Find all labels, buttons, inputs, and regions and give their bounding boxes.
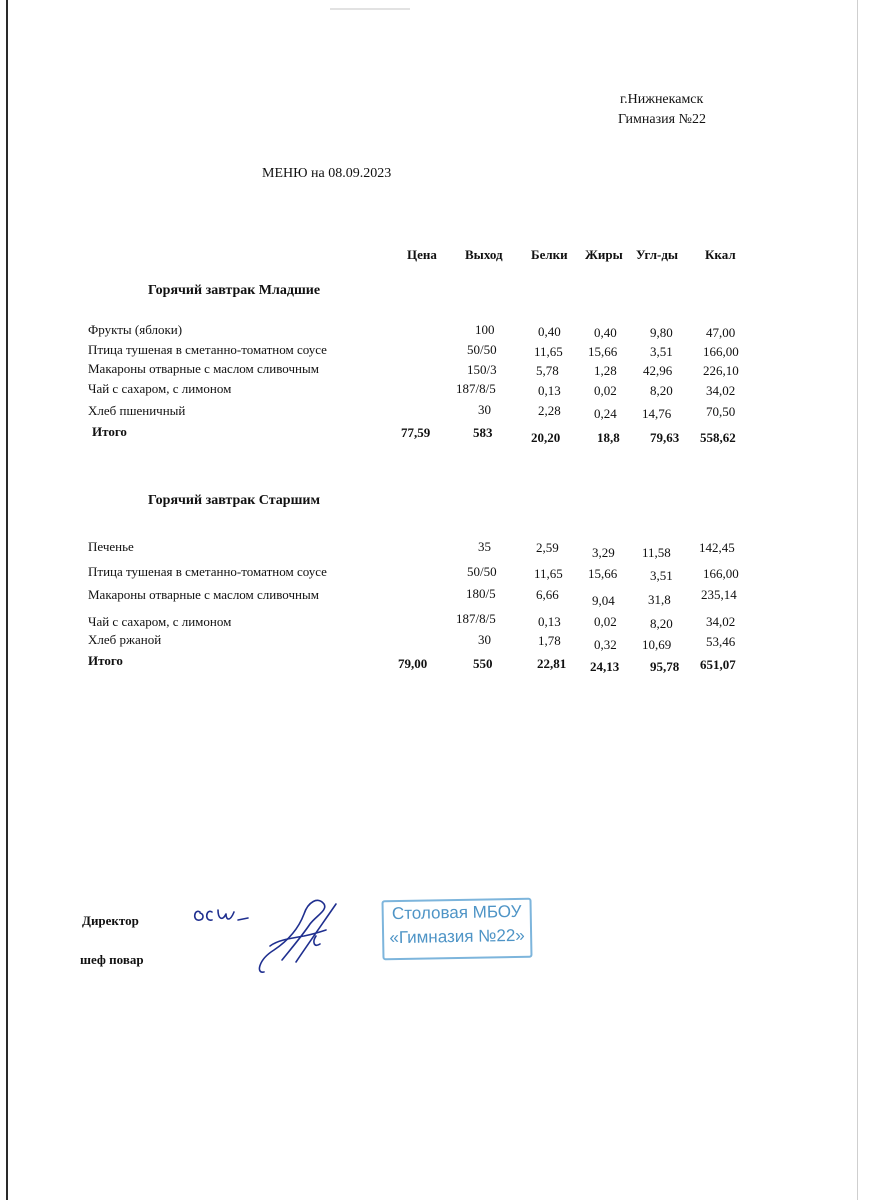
menu-item-kcal: 142,45 [699, 540, 735, 555]
menu-item-carbs: 8,20 [650, 383, 673, 398]
menu-item-fat: 0,02 [594, 383, 617, 398]
handwritten-signature [186, 890, 386, 980]
menu-item-carbs: 42,96 [643, 363, 673, 378]
menu-item-name: Чай с сахаром, с лимоном [88, 614, 232, 629]
menu-item-protein: 11,65 [534, 344, 563, 359]
school-name: Гимназия №22 [618, 112, 706, 127]
menu-item-yield: 187/8/5 [456, 381, 496, 396]
menu-item-fat: 0,02 [594, 614, 617, 629]
menu-item-yield: 187/8/5 [456, 611, 496, 626]
menu-item-carbs: 3,51 [650, 344, 673, 359]
menu-item-protein: 2,28 [538, 403, 561, 418]
scan-left-edge [6, 0, 8, 1200]
total-kcal: 558,62 [700, 430, 736, 445]
menu-item-yield: 30 [478, 402, 491, 417]
menu-item-name: Макароны отварные с маслом сливочным [88, 587, 319, 602]
menu-item-fat: 3,29 [592, 545, 615, 560]
total-fat: 24,13 [590, 659, 620, 674]
menu-item-protein: 5,78 [536, 363, 559, 378]
menu-item-kcal: 34,02 [706, 614, 736, 629]
menu-item-carbs: 8,20 [650, 616, 673, 631]
menu-item-protein: 2,59 [536, 540, 559, 555]
stamp-line-1: Столовая МБОУ [391, 901, 522, 924]
menu-item-carbs: 9,80 [650, 325, 673, 340]
menu-item-kcal: 235,14 [701, 587, 737, 602]
menu-item-yield: 100 [475, 322, 495, 337]
menu-item-kcal: 166,00 [703, 566, 739, 581]
menu-item-fat: 1,28 [594, 363, 617, 378]
stamp [381, 898, 532, 961]
menu-item-protein: 1,78 [538, 633, 561, 648]
total-kcal: 651,07 [700, 657, 736, 672]
menu-item-kcal: 226,10 [703, 363, 739, 378]
menu-item-fat: 9,04 [592, 593, 615, 608]
menu-item-name: Чай с сахаром, с лимоном [88, 381, 232, 396]
city-name: г.Нижнекамск [620, 92, 704, 107]
menu-item-carbs: 11,58 [642, 545, 671, 560]
menu-item-fat: 15,66 [588, 566, 618, 581]
total-yield: 583 [473, 425, 493, 440]
menu-item-name: Птица тушеная в сметанно-томатном соусе [88, 342, 327, 357]
menu-item-fat: 0,40 [594, 325, 617, 340]
chef-label: шеф повар [80, 952, 144, 967]
total-fat: 18,8 [597, 430, 620, 445]
menu-item-yield: 30 [478, 632, 491, 647]
menu-item-yield: 35 [478, 539, 491, 554]
menu-title: МЕНЮ на 08.09.2023 [262, 166, 392, 181]
total-yield: 550 [473, 656, 493, 671]
menu-item-protein: 11,65 [534, 566, 563, 581]
menu-item-carbs: 3,51 [650, 568, 673, 583]
section-title-junior: Горячий завтрак Младшие [148, 283, 321, 298]
menu-item-kcal: 70,50 [706, 404, 736, 419]
menu-item-protein: 6,66 [536, 587, 559, 602]
col-header-kcal: Ккал [705, 247, 736, 262]
total-label: Итого [88, 653, 123, 668]
menu-item-kcal: 47,00 [706, 325, 736, 340]
total-label: Итого [92, 424, 127, 439]
menu-item-name: Птица тушеная в сметанно-томатном соусе [88, 564, 327, 579]
scan-right-edge [857, 0, 858, 1200]
total-protein: 20,20 [531, 430, 561, 445]
col-header-carbs: Угл-ды [636, 247, 679, 262]
menu-item-protein: 0,13 [538, 383, 561, 398]
col-header-yield: Выход [465, 247, 503, 262]
col-header-price: Цена [407, 247, 437, 262]
menu-item-kcal: 34,02 [706, 383, 736, 398]
menu-item-carbs: 10,69 [642, 637, 672, 652]
total-price: 77,59 [401, 425, 431, 440]
menu-item-fat: 0,32 [594, 637, 617, 652]
total-protein: 22,81 [537, 656, 567, 671]
menu-item-fat: 0,24 [594, 406, 617, 421]
total-carbs: 79,63 [650, 430, 680, 445]
menu-item-name: Макароны отварные с маслом сливочным [88, 361, 319, 376]
total-carbs: 95,78 [650, 659, 680, 674]
director-label: Директор [82, 913, 139, 928]
menu-item-yield: 50/50 [467, 564, 497, 579]
menu-item-yield: 50/50 [467, 342, 497, 357]
scan-smudge [330, 8, 410, 10]
menu-item-name: Печенье [88, 539, 134, 554]
total-price: 79,00 [398, 656, 428, 671]
menu-item-fat: 15,66 [588, 344, 618, 359]
menu-item-yield: 150/3 [467, 362, 497, 377]
col-header-fat: Жиры [585, 247, 623, 262]
stamp-line-2: «Гимназия №22» [389, 925, 525, 948]
menu-item-carbs: 14,76 [642, 406, 672, 421]
menu-item-protein: 0,40 [538, 324, 561, 339]
menu-item-name: Фрукты (яблоки) [88, 322, 183, 337]
menu-item-carbs: 31,8 [648, 592, 671, 607]
col-header-protein: Белки [531, 247, 568, 262]
menu-item-name: Хлеб ржаной [88, 632, 162, 647]
menu-item-kcal: 53,46 [706, 634, 736, 649]
menu-item-protein: 0,13 [538, 614, 561, 629]
menu-item-kcal: 166,00 [703, 344, 739, 359]
section-title-senior: Горячий завтрак Старшим [148, 493, 320, 508]
menu-item-yield: 180/5 [466, 586, 496, 601]
menu-item-name: Хлеб пшеничный [88, 403, 186, 418]
